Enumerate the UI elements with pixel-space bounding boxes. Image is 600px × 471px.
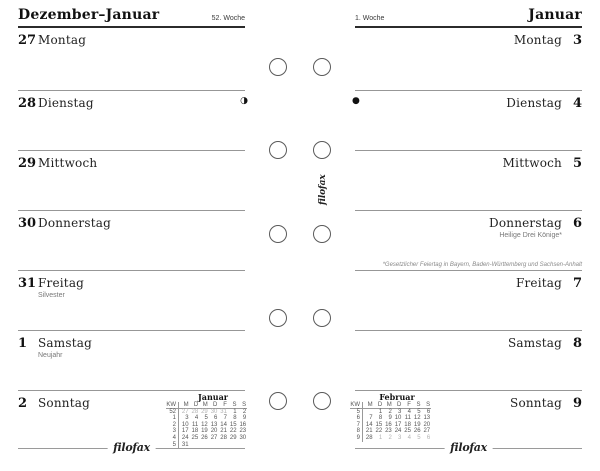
weekday-header-cell: D [213,402,218,408]
mini-calendar-week-row [350,428,431,435]
day-cell: 1 [378,408,383,415]
day-row-friday-7 [355,270,582,330]
day-cell: 3 [185,415,189,422]
weekday-header-cell: F [223,402,227,408]
right-page [350,0,582,471]
day-cell: 18 [191,428,199,435]
day-name: Montag [38,33,87,47]
day-name: Dienstag [38,96,94,110]
day-cell: 25 [191,434,199,441]
day-cell: 28 [365,434,373,441]
left-page [18,0,248,471]
day-cell: 11 [404,415,411,422]
day-name: Freitag [515,276,562,290]
weekday-header-cell: M [367,402,373,408]
day-cell: 13 [423,415,431,422]
day-row-wednesday-29 [18,150,245,210]
weekday-header-cell: S [232,402,237,408]
right-page-header [355,0,582,28]
day-number: 2 [18,396,28,411]
day-cell: 30 [210,408,218,415]
day-row-thursday-30 [18,210,245,270]
day-cell: 19 [201,428,208,435]
day-cell: 29 [229,434,237,441]
moon-phase-icon: ◑ [240,96,248,106]
week-number-cell: 9 [350,435,363,442]
mini-calendar-week-row [166,409,247,416]
holiday-label: Heilige Drei Könige* [499,232,562,239]
day-cell: 18 [404,421,411,428]
day-cell: 5 [417,434,421,441]
day-cell: 2 [388,408,392,415]
day-cell: 29 [201,408,208,415]
day-name: Freitag [38,276,85,290]
mini-calendar-week-row [350,409,431,416]
weekday-header-cell: S [242,402,247,408]
mini-calendar-week-row [350,415,431,422]
day-cell: 1 [233,408,237,415]
left-page-title: Dezember–Januar [18,7,160,23]
day-cell: 7 [223,415,227,422]
day-cell: 24 [394,428,402,435]
week-number-cell: 8 [350,428,363,435]
day-cell: 28 [220,434,227,441]
weekday-header-cell: M [183,402,189,408]
day-cell: 6 [426,408,431,415]
filofax-logo: filofax [444,441,493,454]
day-cell: 28 [191,408,199,415]
day-name: Samstag [38,336,92,350]
punch-hole [269,58,287,76]
day-cell: 30 [239,434,247,441]
day-cell: 5 [204,415,208,422]
day-number: 30 [18,216,37,231]
holiday-label: Silvester [38,292,65,299]
punch-hole [313,392,331,410]
day-cell: 21 [365,428,373,435]
day-cell: 14 [365,421,373,428]
day-name: Donnerstag [489,216,562,230]
day-cell: 12 [201,421,208,428]
day-cell: 27 [210,434,218,441]
day-row-thursday-6 [355,210,582,270]
day-name: Donnerstag [38,216,111,230]
day-cell: 8 [233,415,237,422]
day-name: Sonntag [510,396,562,410]
day-cell: 2 [388,434,392,441]
week-number-cell: 4 [166,435,179,442]
punch-hole [313,58,331,76]
day-cell: 19 [413,421,421,428]
mini-calendar-header-row [350,402,431,409]
day-number: 6 [572,216,582,231]
day-cell: 16 [239,421,247,428]
day-number: 5 [572,156,582,171]
weekday-header-cell: M [202,402,208,408]
day-cell: 6 [426,434,431,441]
day-cell: 26 [413,428,421,435]
day-cell: 24 [181,434,189,441]
weekday-header-cell: M [386,402,392,408]
day-number: 3 [572,33,582,48]
day-cell: 26 [201,434,208,441]
weekday-header-cell: D [397,402,402,408]
mini-calendar-february [350,393,431,442]
day-row-monday-3 [355,28,582,90]
day-cell: 13 [210,421,218,428]
day-cell: 20 [423,421,431,428]
day-cell: 1 [378,434,383,441]
day-number: 9 [572,396,582,411]
week-number-cell: 5 [350,409,363,416]
week-number-cell: 52 [166,409,179,416]
day-cell: 16 [385,421,392,428]
day-name: Dienstag [506,96,562,110]
punch-hole [269,141,287,159]
week-number-cell: 5 [166,442,179,449]
day-name: Mittwoch [38,156,98,170]
week-number-cell: 6 [350,415,363,422]
mini-calendar-week-row [166,422,247,429]
mini-calendar-january [166,393,247,448]
day-number: 4 [572,96,582,111]
day-cell: 2 [242,408,247,415]
day-number: 7 [572,276,582,291]
day-cell: 15 [229,421,237,428]
day-name: Samstag [508,336,562,350]
day-cell: 4 [407,434,411,441]
day-cell: 23 [239,428,247,435]
day-cell: 17 [394,421,402,428]
day-cell: 27 [423,428,431,435]
week-number-cell: 7 [350,422,363,429]
day-number: 8 [572,336,582,351]
day-cell: 10 [394,415,402,422]
day-cell: 3 [398,434,402,441]
left-week-label: 52. Woche [211,15,245,22]
week-number-cell: 1 [166,415,179,422]
day-number: 29 [18,156,37,171]
mini-calendar-week-row [350,435,431,442]
punch-hole [269,225,287,243]
day-cell: 21 [220,428,227,435]
punch-hole [313,141,331,159]
day-cell: 4 [194,415,199,422]
mini-calendar-title: Januar [198,392,228,402]
day-cell: 12 [413,415,421,422]
day-row-saturday-8 [355,330,582,390]
mini-calendar-week-row [350,422,431,429]
weekday-header-cell: S [416,402,421,408]
holiday-footnote: *Gesetzlicher Feiertag in Bayern, Baden-Württemberg und Sachsen-Anhalt [382,262,582,268]
day-row-tuesday-4 [352,90,582,150]
day-number: 1 [18,336,28,351]
punch-hole [269,392,287,410]
weekday-header-cell: F [407,402,411,408]
day-cell: 17 [181,428,189,435]
day-name: Montag [513,33,562,47]
day-cell: 22 [229,428,237,435]
weekday-header-cell: D [193,402,199,408]
day-cell: 27 [181,408,189,415]
day-number: 31 [18,276,37,291]
day-row-tuesday-28 [18,90,248,150]
day-cell: 10 [181,421,189,428]
mini-calendar-week-row [166,415,247,422]
holiday-label: Neujahr [38,352,63,359]
day-cell: 8 [378,415,383,422]
punch-hole [313,309,331,327]
day-number: 28 [18,96,37,111]
mini-calendar-week-row [166,435,247,442]
week-number-cell: KW [350,402,363,408]
week-number-cell: 3 [166,428,179,435]
day-cell: 31 [220,408,227,415]
filofax-logo: filofax [107,441,156,454]
day-row-monday-27 [18,28,245,90]
punch-hole [313,225,331,243]
day-name: Sonntag [38,396,90,410]
day-cell: 9 [242,415,247,422]
day-row-sunday-9 [350,390,582,448]
day-cell: 22 [375,428,383,435]
mini-calendar-week-row [166,428,247,435]
day-cell: 9 [388,415,392,422]
day-row-wednesday-5 [355,150,582,210]
right-week-label: 1. Woche [355,15,385,22]
day-cell: 5 [417,408,421,415]
left-page-header [18,0,245,28]
day-row-sunday-2 [18,390,245,448]
day-cell: 7 [369,415,373,422]
day-cell: 11 [191,421,199,428]
day-name: Mittwoch [502,156,562,170]
punch-hole [269,309,287,327]
day-cell: 3 [398,408,402,415]
day-cell: 25 [404,428,411,435]
mini-calendar-header-row [166,402,247,409]
day-cell: 23 [385,428,392,435]
day-cell [363,409,373,416]
day-cell: 6 [214,415,218,422]
day-number: 27 [18,33,37,48]
weekday-header-cell: S [426,402,431,408]
right-page-title: Januar [528,7,582,23]
week-number-cell: 2 [166,422,179,429]
filofax-spine-logo: filofax [318,174,328,206]
day-row-friday-31 [18,270,245,330]
week-number-cell: KW [166,402,179,408]
day-cell: 31 [181,441,189,448]
day-cell: 14 [220,421,227,428]
day-row-saturday-1 [18,330,245,390]
mini-calendar-title: Februar [379,392,415,402]
weekday-header-cell: D [377,402,383,408]
day-cell: 4 [407,408,411,415]
moon-phase-icon: ● [352,96,360,106]
day-cell: 20 [210,428,218,435]
day-cell: 15 [375,421,383,428]
